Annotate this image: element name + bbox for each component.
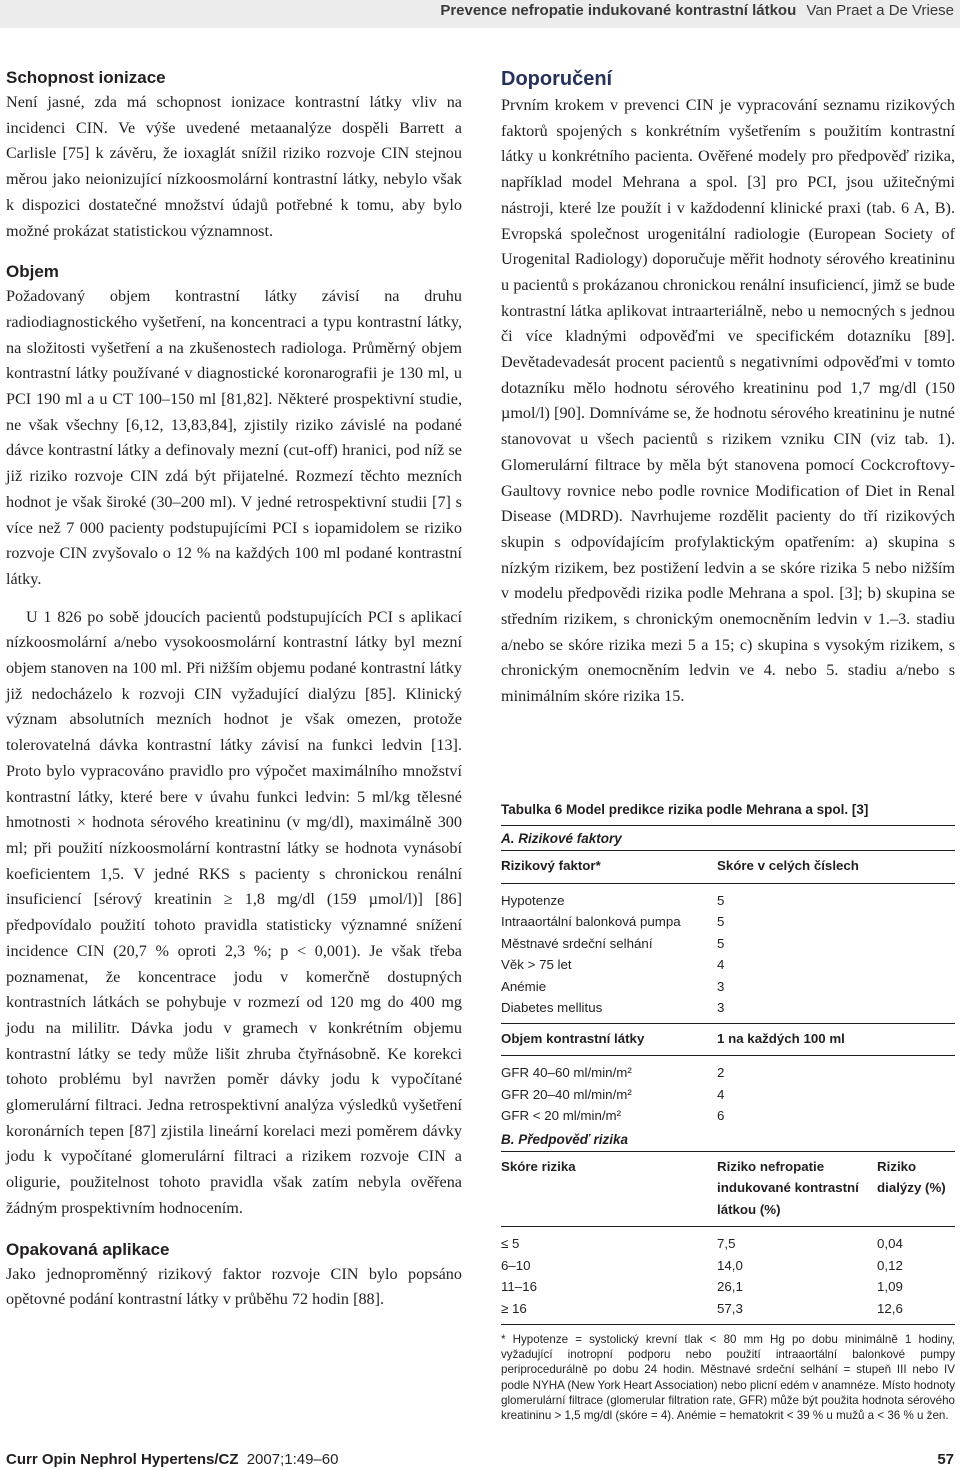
table-row: [501, 1062, 955, 1084]
left-column: [6, 68, 462, 1313]
table-row: [501, 976, 955, 998]
journal-issue: 2007;1:49–60: [246, 1451, 339, 1468]
table-row: [501, 954, 955, 976]
table-caption: Tabulka 6 Model predikce rizika podle Mehrana a spol. [3]: [501, 802, 955, 826]
table-row: [501, 933, 955, 955]
section-title-ionizace: Schopnost ionizace: [6, 68, 166, 87]
table-row: [501, 1276, 955, 1298]
table-cell: Městnavé srdeční selhání: [501, 935, 653, 951]
table-cell: 12,6: [877, 1300, 903, 1316]
table-cell: ≥ 16: [501, 1300, 527, 1316]
table-row: [501, 1105, 955, 1127]
table-cell: Diabetes mellitus: [501, 1000, 603, 1015]
table-head-cell: Rizikový faktor*: [501, 858, 601, 873]
table-section-b: B. Předpověď rizika: [501, 1131, 629, 1147]
running-head: [440, 2, 954, 19]
running-head-bar: [0, 0, 960, 28]
table-cell: 5: [717, 914, 725, 929]
table-cell: GFR < 20 ml/min/m²: [501, 1108, 622, 1123]
paragraph-opakovana: Jako jednoproměnný rizikový faktor rozvoje CIN bylo popsáno opětovné podání kontrastní látky v průběhu 72 hodin [88].: [6, 1264, 462, 1309]
page-number: 57: [937, 1451, 954, 1468]
table-cell: 14,0: [717, 1257, 743, 1273]
table-cell: Věk > 75 let: [501, 957, 572, 972]
table-head-cell: Objem kontrastní látky: [501, 1030, 645, 1046]
paragraph-ionizace: Není jasné, zda má schopnost ionizace kontrastní látky vliv na incidenci CIN. Ve výše uvedené metaanalýze dospěli Barrett a Carlisle [75] k závěru, že ioxaglát snížil riziko rozvoje CIN stejnou měrou jako neionizující nízkoosmolární kontrastní látky, nebylo však k dispozici dostatečné množství údajů potřebné k tomu, aby bylo možné prokázat statistickou významnost.: [6, 93, 462, 240]
journal-name: Curr Opin Nephrol Hypertens/CZ: [6, 1451, 239, 1468]
table-cell: 26,1: [717, 1279, 743, 1294]
table-cell: Anémie: [501, 978, 547, 994]
right-column: [501, 68, 955, 710]
table-cell: 6: [717, 1108, 725, 1123]
table-row: [501, 997, 955, 1019]
table-cell: 5: [717, 892, 725, 908]
table-head-cell: Riziko dialýzy (%): [877, 1158, 946, 1195]
table-footnote: * Hypotenze = systolický krevní tlak < 80 mm Hg po dobu minimálně 1 hodiny, vyžadující inotropní podporu nebo použití intraaortální balonkové pumpy periprocedurálně po dobu 24 hodin. Městnavé srdeční selhání = stupeň III nebo IV podle NYHA (New York Heart Association) nebo plicní edém v anamnéze. Místo hodnoty glomerulární filtrace (glomerular filtration rate, GFR) může být použita hodnota sérového kreatininu > 1,5 mg/dl (skóre = 4). Anémie = hematokrit < 39 % u mužů a < 36 % u žen.: [501, 1324, 955, 1423]
table-cell: 1,09: [877, 1279, 903, 1294]
table-head-cell: Skóre rizika: [501, 1158, 576, 1174]
table-cell: ≤ 5: [501, 1236, 520, 1251]
table-cell: Hypotenze: [501, 892, 565, 908]
risk-table: [501, 802, 955, 1423]
journal-citation: [6, 1451, 338, 1468]
table-cell: 4: [717, 957, 725, 972]
table-cell: 5: [717, 935, 725, 951]
table-head-a: [501, 850, 955, 884]
table-head-volume: [501, 1023, 955, 1057]
table-cell: 3: [717, 978, 725, 994]
table-cell: 11–16: [501, 1279, 537, 1294]
paragraph-objem-2: U 1 826 po sobě jdoucích pacientů podstupujících PCI s aplikací nízkoosmolární a/nebo vysokoosmolární kontrastní látky byl mezní objem stanoven na 100 ml. Při nižším objemu podané kontrastní látky již nedocházelo k rozvoji CIN vyžadující dialýzu [85]. Klinický význam absolutních mezních hodnot je však omezen, protože tolerovatelná dávka kontrastní látky závisí na funkci ledvin [13]. Proto bylo vypracováno pravidlo pro výpočet maximálního množství kontrastní látky, které bere v úvahu funkci ledvin: 5 ml/kg tělesné hmotnosti × hodnota sérového kreatininu (v mg/dl), maximálně 300 ml; při použití nízkoosmolární kontrastní látky se hodnota vynásobí koeficientem 1,5. V jedné RKS s pacienty s chronickou renální insuficiencí [sérový kreatinin ≥ 1,8 mg/dl (159 µmol/l)] [86] předpovídalo použití tohoto pravidla statisticky významné snížení incidence CIN (20,7 % oproti 2,3 %; p < 0,001). Je však třeba poznamenat, že koncentrace jodu v komerčně dostupných kontrastních látkách se pohybuje v rozmezí od 120 mg do 400 mg jodu na mililitr. Dávka jodu v gramech v konkrétním objemu kontrastní látky se tedy může lišit zhruba čtyřnásobně. Ke korekci tohoto problému byl navržen poměr dávky jodu k vypočítané glomerulární filtraci. Jedna retrospektivní analýza výsledků vyšetření koronárních tepen [87] zjistila lineární korelaci mezi poměrem dávky jodu k vypočítané glomerulární filtraci a rizikem rozvoje CIN a oligurie, použitelnost tohoto pravidla však zatím nebyla ověřena žádným prospektivním hodnocením.: [6, 607, 462, 1217]
table-cell: 0,04: [877, 1236, 903, 1251]
table-row: [501, 1298, 955, 1320]
section-title-doporuceni: Doporučení: [501, 68, 613, 90]
table-head-cell: Skóre v celých číslech: [717, 858, 859, 873]
running-head-title: Prevence nefropatie indukované kontrastní látkou: [440, 2, 797, 19]
table-head-cell: Riziko nefropatie indukované kontrastní látkou (%): [717, 1158, 859, 1217]
table-cell: GFR 40–60 ml/min/m²: [501, 1065, 632, 1080]
section-title-objem: Objem: [6, 262, 59, 282]
table-row: [501, 1255, 955, 1277]
table-row: [501, 890, 955, 912]
table-cell: 0,12: [877, 1257, 903, 1273]
table-cell: 7,5: [717, 1236, 736, 1251]
table-row: [501, 1233, 955, 1255]
running-head-authors: Van Praet a De Vriese: [806, 2, 954, 19]
table-cell: 2: [717, 1065, 725, 1080]
table-cell: 3: [717, 1000, 725, 1015]
table-cell: 6–10: [501, 1257, 531, 1273]
table-row: [501, 911, 955, 933]
section-title-opakovana: Opakovaná aplikace: [6, 1239, 170, 1259]
table-cell: 57,3: [717, 1300, 743, 1316]
table-cell: GFR 20–40 ml/min/m²: [501, 1086, 632, 1102]
table-head-cell: 1 na každých 100 ml: [717, 1030, 845, 1046]
table-row: [501, 1084, 955, 1106]
table-section-a: A. Rizikové faktory: [501, 831, 622, 846]
table-cell: 4: [717, 1086, 725, 1102]
paragraph-objem-1: Požadovaný objem kontrastní látky závisí na druhu radiodiagnostického vyšetření, na koncentraci a typu kontrastní látky, na složitosti vyšetření a na zkušenostech radiologa. Průměrný objem kontrastní látky používané v diagnostické koronarografii je 130 ml, u PCI 190 ml a u CT 100–150 ml [81,82]. Některé prospektivní studie, ne však všechny [6,12, 13,83,84], zjistily riziko závislé na podané dávce kontrastní látky a definovaly mezní (cut-off) hranici, pod níž se již riziko rozvoje CIN zdá být přijatelné. Rozmezí těchto mezních hodnot je však široké (30–200 ml). V jedné retrospektivní studii [7] s více než 7 000 pacienty podstupujícími PCI s iopamidolem se riziko rozvoje CIN zvyšovalo o 12 % na každých 100 ml podané kontrastní látky.: [6, 287, 462, 588]
paragraph-doporuceni: Prvním krokem v prevenci CIN je vypracování seznamu rizikových faktorů spojených s konkrétním vyšetřením s použitím kontrastní látky u konkrétního pacienta. Ověřené modely pro předpověď rizika, například model Mehrana a spol. [3] pro PCI, jsou užitečnými nástroji, které lze použít i v každodenní klinické praxi (tab. 6 A, B). Evropská společnost urogenitální radiologie (European Society of Urogenital Radiology) doporučuje měřit hodnoty sérového kreatininu u pacientů s prokázanou chronickou renální insuficiencí, jimž se bude kontrastní látka aplikovat intraarteriálně, nebo u nemocných s jednou či více kladnými odpověďmi ve specifickém dotazníku [89]. Devětadevadesát procent pacientů s negativními odpověďmi v tomto dotazníku mělo hodnotu sérového kreatininu pod 1,7 mg/dl (150 µmol/l) [90]. Domníváme se, že hodnotu sérového kreatininu je nutné stanovovat u všech pacientů s rizikem vzniku CIN (viz tab. 1). Glomerulární filtrace by měla být stanovena pomocí Cockcroftovy-Gaultovy rovnice nebo podle rovnice Modification of Diet in Renal Disease (MDRD). Navrhujeme rozdělit pacienty do tří rizikových skupin s odpovídajícím profylaktickým opatřením: a) skupina s nízkým rizikem, bez postižení ledvin a se skóre rizika 5 nebo nižším v modelu předpovědi rizika podle Mehrana a spol. [3]; b) skupina se středním rizikem, s chronickým onemocněním ledvin v 1.–3. stadiu a/nebo se skóre rizika mezi 5 a 15; c) skupina s vysokým rizikem, s chronickým onemocněním ledvin ve 4. nebo 5. stadiu a/nebo s minimálním skóre rizika 15.: [501, 96, 955, 706]
table-cell: Intraaortální balonková pumpa: [501, 914, 681, 929]
table-head-b: [501, 1151, 955, 1228]
